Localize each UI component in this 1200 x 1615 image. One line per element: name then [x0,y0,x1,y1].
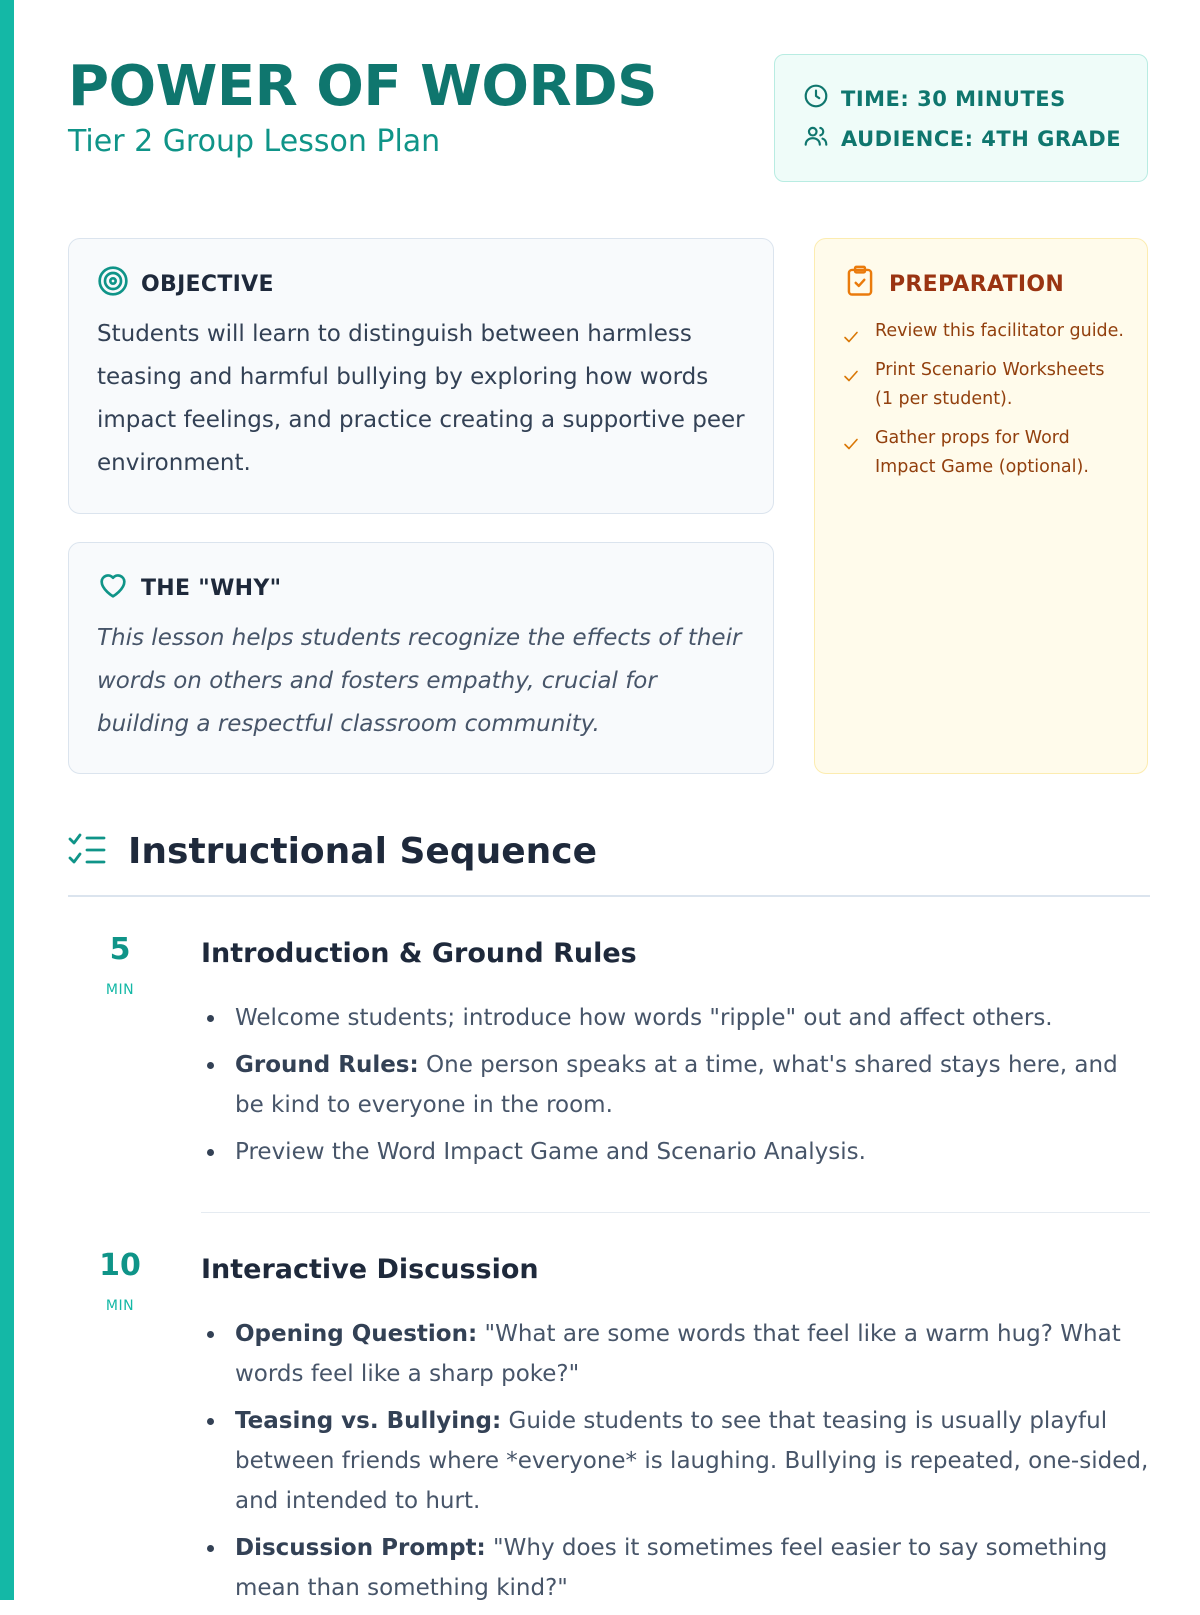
step-bullets [201,998,1151,1179]
step-bullet-text: "What are some words that feel like a warm hug? What words feel like a sharp poke?" [235,1321,1121,1387]
why-heading: THE "WHY" [141,575,282,601]
objective-card [68,238,774,514]
bullet-dot [207,1545,214,1552]
meta-audience-text: AUDIENCE: 4TH GRADE [841,126,1122,151]
step-bullet-label: Opening Question: [235,1321,478,1347]
users-icon [803,123,841,154]
preparation-item-text: Print Scenario Worksheets (1 per student). [875,360,1105,409]
bullet-dot [207,1149,214,1156]
why-card [68,542,774,774]
lesson-meta-card [774,54,1148,182]
bullet-dot [207,1015,214,1022]
step-bullet [201,1045,1151,1125]
step-bullet-label: Teasing vs. Bullying: [235,1408,502,1434]
preparation-item-text: Review this facilitator guide. [875,321,1124,341]
left-accent-bar [0,0,14,1600]
sequence-header [68,828,597,876]
objective-text: Students will learn to distinguish between harmless teasing and harmful bullying by exploring how words impact feelings, and practice creating a supportive peer environment. [97,321,745,476]
step-bullet-text: "Why does it sometimes feel easier to say something mean than something kind?" [235,1535,1108,1601]
step-bullet-label: Ground Rules: [235,1052,419,1078]
heart-icon [97,569,141,607]
step-bullet [201,1314,1151,1394]
clock-icon [803,83,841,114]
step-bullet [201,1401,1151,1521]
objective-header [97,265,274,303]
check-icon [843,364,859,393]
preparation-heading: PREPARATION [889,271,1065,297]
step-title: Interactive Discussion [201,1254,539,1285]
meta-time-text: TIME: 30 MINUTES [841,86,1066,111]
preparation-header [845,265,1064,303]
target-icon [97,265,141,303]
meta-time [803,83,1066,114]
section-divider [68,895,1150,897]
preparation-item [843,317,1127,346]
step-bullet-text: Guide students to see that teasing is usually playful between friends where *everyone* is laughing. Bullying is repeated, one-sided, and intended to hurt. [235,1408,1149,1514]
bullet-dot [207,1418,214,1425]
preparation-item [843,424,1127,482]
why-header [97,569,281,607]
bullet-dot [207,1062,214,1069]
check-icon [843,432,859,461]
step-bullet-label: Discussion Prompt: [235,1535,486,1561]
step-title: Introduction & Ground Rules [201,938,637,969]
step-bullet [201,1132,1151,1172]
clipboard-check-icon [845,265,889,303]
step-bullet [201,1528,1151,1608]
bullet-dot [207,1331,214,1338]
preparation-card [814,238,1148,774]
sequence-title: Instructional Sequence [128,831,598,872]
why-text: This lesson helps students recognize the effects of their words on others and fosters empathy, crucial for building a respectful classroom community. [97,625,742,737]
objective-heading: OBJECTIVE [141,271,274,297]
check-icon [843,325,859,354]
step-minutes: 10 [99,1248,141,1283]
step-divider [201,1212,1150,1213]
list-checks-icon [68,833,128,871]
page-subtitle: Tier 2 Group Lesson Plan [68,124,441,159]
meta-audience [803,123,1121,154]
step-minutes: 5 [109,932,131,967]
page-title: POWER OF WORDS [68,54,657,119]
step-minutes-unit: MIN [105,1298,135,1314]
step-bullets [201,1314,1151,1615]
step-minutes-unit: MIN [105,982,135,998]
step-bullet [201,998,1151,1038]
preparation-item-text: Gather props for Word Impact Game (optional). [875,428,1089,477]
step-bullet-text: Preview the Word Impact Game and Scenario Analysis. [235,1139,866,1165]
step-bullet-text: One person speaks at a time, what's shared stays here, and be kind to everyone in the room. [235,1052,1118,1118]
step-bullet-text: Welcome students; introduce how words "ripple" out and affect others. [235,1005,1053,1031]
preparation-item [843,356,1127,414]
preparation-list [843,317,1127,492]
